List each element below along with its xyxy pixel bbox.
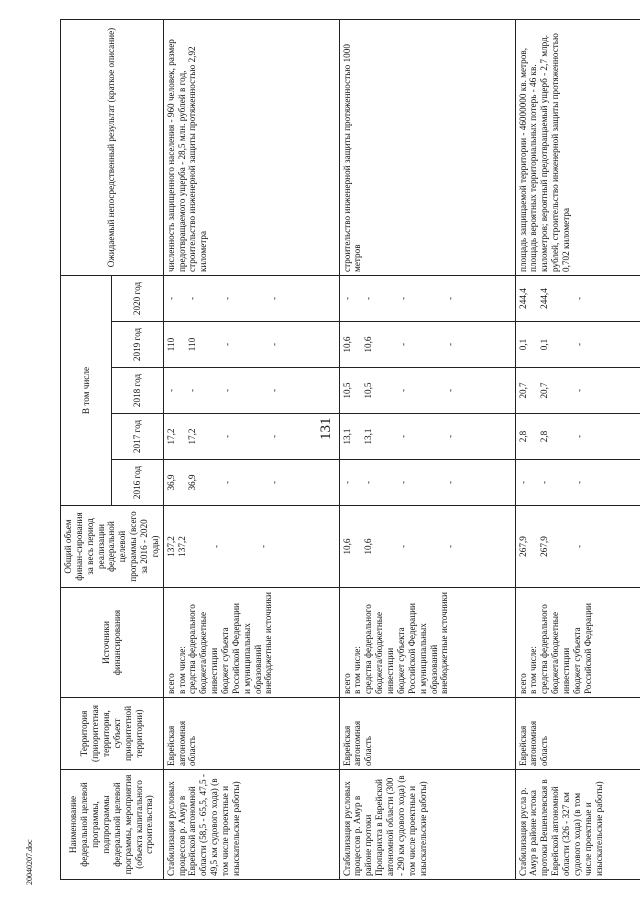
year-2018-cell: [339, 368, 515, 414]
header-in-total: В том числе: [61, 276, 112, 506]
value: -: [222, 388, 233, 393]
header-total: Общий объем финан-сирования за весь период реализации федеральной целевой программы (всего за 2016 - 2020 годы): [61, 506, 164, 588]
value: -: [539, 480, 550, 485]
result-cell: строительство инженерной защиты протяженностью 1000 метров: [339, 20, 515, 276]
funding-table: [60, 19, 640, 880]
value: -: [574, 388, 585, 393]
source-line: и муниципальных образований: [417, 623, 439, 694]
header-year-2017: 2017 год: [112, 414, 163, 460]
sources-cell: [515, 588, 640, 698]
value: -: [574, 544, 585, 549]
value: -: [445, 480, 456, 485]
year-2018-cell: [163, 368, 339, 414]
source-line: внебюджетные источники: [439, 592, 450, 694]
value: -: [363, 296, 374, 301]
territory-cell: Еврейская автономная область: [515, 698, 640, 770]
value: -: [187, 296, 198, 301]
value: -: [445, 296, 456, 301]
source-line: в том числе:: [176, 646, 187, 694]
header-year-2016: 2016 год: [112, 460, 163, 506]
header-program: Наименование федеральной целевой программы, подпрограммы федеральной целевой программы, мероприятия (объекта капитального строительства): [61, 770, 164, 880]
value: 10,6: [341, 336, 352, 353]
value: 2,8: [539, 430, 550, 443]
value: -: [165, 296, 176, 301]
value: 137,2: [176, 536, 187, 557]
source-line: бюджет субъекта Российской Федерации: [220, 603, 241, 694]
value: -: [269, 388, 280, 393]
measure-name: Стабилизация русловых процессов р. Амур в районе протоки Пропарихта в Еврейской автономной области (300 - 290 км судового хода) (в том числе проектные и изыскательские работы): [339, 770, 515, 880]
table-row: [515, 20, 640, 880]
value: -: [211, 544, 222, 549]
header-sources: Источники финансирования: [61, 588, 164, 698]
header-year-2020: 2020 год: [112, 276, 163, 322]
header-year-2019: 2019 год: [112, 322, 163, 368]
year-2016-cell: [515, 460, 640, 506]
value: 137,2: [165, 536, 176, 557]
sources-cell: [339, 588, 515, 698]
year-2016-cell: [339, 460, 515, 506]
value: -: [165, 388, 176, 393]
source-line: средства федерального бюджета/бюджетные инвестиции: [363, 604, 396, 694]
value: 13,1: [363, 428, 374, 445]
value: -: [269, 296, 280, 301]
measure-name: Стабилизация русла р. Амур в районе истока протоки Вешенлевская в Еврейской автономной области (326 - 327 км судового хода) (в том числе проектные и изыскательские работы): [515, 770, 640, 880]
territory-cell: Еврейская автономная область: [339, 698, 515, 770]
value: -: [398, 544, 409, 549]
source-line: средства федерального бюджета/бюджетные инвестиции: [539, 604, 571, 694]
document-id: 20040207.doc: [25, 839, 34, 885]
value: 0,1: [539, 338, 550, 351]
value: 244,4: [517, 288, 528, 309]
value: -: [269, 434, 280, 439]
value: -: [398, 434, 409, 439]
value: -: [574, 342, 585, 347]
source-line: и муниципальных образований: [241, 623, 263, 694]
year-2020-cell: [515, 276, 640, 322]
value: -: [258, 544, 269, 549]
value: -: [574, 434, 585, 439]
value: -: [222, 434, 233, 439]
value: 110: [187, 337, 198, 352]
value: -: [269, 342, 280, 347]
total-cell: [515, 506, 640, 588]
value: 20,7: [517, 382, 528, 399]
year-2020-cell: [339, 276, 515, 322]
source-line: бюджет субъекта Российской Федерации: [571, 603, 593, 694]
value: 17,2: [187, 428, 198, 445]
year-2018-cell: [515, 368, 640, 414]
source-line: внебюджетные источники: [263, 592, 274, 694]
rotated-table-sheet: [60, 20, 604, 880]
total-cell: [163, 506, 339, 588]
header-territory: Территория (приоритетная территория, субъект приоритетной территории): [61, 698, 164, 770]
value: 10,6: [363, 538, 374, 555]
result-cell: площадь защищаемой территории - 46000000 кв. метров, площадь вероятных территориальных потерь - 46 кв. километров; вероятный предотвращаемый ущерб - 2,7 млрд. рублей, строительство инженерной защиты протяженностью 0,702 километра: [515, 20, 640, 276]
table-row: [163, 20, 339, 880]
value: 244,4: [539, 288, 550, 309]
value: -: [574, 480, 585, 485]
year-2017-cell: [515, 414, 640, 460]
year-2019-cell: [163, 322, 339, 368]
value: 10,5: [341, 382, 352, 399]
year-2019-cell: [339, 322, 515, 368]
value: 10,6: [341, 538, 352, 555]
value: -: [398, 296, 409, 301]
sources-cell: [163, 588, 339, 698]
table-row: [339, 20, 515, 880]
source-line: в том числе:: [528, 646, 539, 694]
year-2016-cell: [163, 460, 339, 506]
page-number: 131: [318, 417, 334, 440]
value: -: [222, 342, 233, 347]
total-cell: [339, 506, 515, 588]
value: -: [517, 480, 528, 485]
source-line: всего: [341, 673, 352, 694]
value: 10,5: [363, 382, 374, 399]
value: 2,8: [517, 430, 528, 443]
value: -: [574, 296, 585, 301]
value: 267,9: [539, 536, 550, 557]
year-2017-cell: [339, 414, 515, 460]
year-2019-cell: [515, 322, 640, 368]
value: -: [222, 480, 233, 485]
value: -: [445, 388, 456, 393]
value: -: [398, 480, 409, 485]
value: 13,1: [341, 428, 352, 445]
value: -: [341, 296, 352, 301]
value: -: [341, 480, 352, 485]
value: -: [445, 342, 456, 347]
value: -: [398, 342, 409, 347]
value: -: [222, 296, 233, 301]
value: 17,2: [165, 428, 176, 445]
value: -: [269, 480, 280, 485]
value: 110: [165, 337, 176, 352]
value: -: [445, 434, 456, 439]
measure-name: Стабилизация русловых процессов р. Амур в Еврейской автономной области (58,5 - 65,5, 47,5 - 49,5 км судового хода) (в том числе проектные и изыскательские работы): [163, 770, 339, 880]
value: -: [187, 388, 198, 393]
year-2017-cell: [163, 414, 339, 460]
result-cell: численность защищенного населения - 960 человек, размер предотвращаемого ущерба - 28,5 млн. рублей в год, строительство инженерной защиты протяженностью 2,92 километра: [163, 20, 339, 276]
source-line: всего: [517, 673, 528, 694]
source-line: бюджет субъекта Российской Федерации: [395, 603, 417, 694]
header-year-2018: 2018 год: [112, 368, 163, 414]
value: 36,9: [187, 474, 198, 491]
source-line: средства федерального бюджета/бюджетные инвестиции: [187, 604, 220, 694]
value: 20,7: [539, 382, 550, 399]
source-line: всего: [165, 673, 176, 694]
value: 0,1: [517, 338, 528, 351]
value: 36,9: [165, 474, 176, 491]
source-line: в том числе:: [352, 646, 363, 694]
value: 267,9: [517, 536, 528, 557]
value: -: [445, 544, 456, 549]
year-2020-cell: [163, 276, 339, 322]
value: -: [363, 480, 374, 485]
territory-cell: Еврейская автономная область: [163, 698, 339, 770]
value: -: [398, 388, 409, 393]
header-result: Ожидаемый непосредственный результат (краткое описание): [61, 20, 164, 276]
value: 10,6: [363, 336, 374, 353]
